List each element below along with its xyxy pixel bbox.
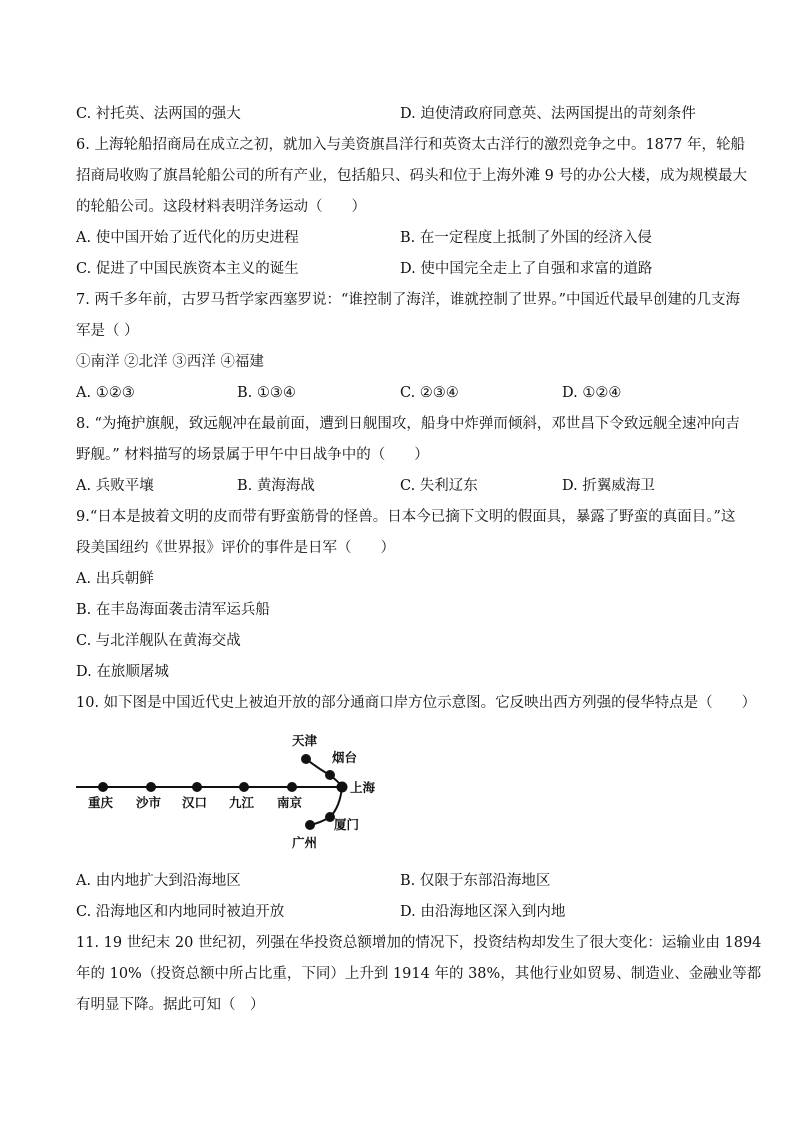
- q11-stem-line-2: 年的 10%（投资总额中所占比重，下同）上升到 1914 年的 38%，其他行业如贸易、制造业、金融业等都: [76, 966, 762, 982]
- q7-stem-line-1: 7. 两千多年前，古罗马哲学家西塞罗说：“谁控制了海洋，谁就控制了世界。”中国近代最早创建的几支海: [76, 292, 741, 308]
- port-dot-guangzhou: [305, 820, 315, 830]
- q6-option-c: C. 促进了中国民族资本主义的诞生: [76, 261, 299, 277]
- port-label-xiamen: 厦门: [334, 817, 360, 832]
- q7-option-b: B. ①③④: [237, 385, 296, 401]
- q5-option-c: C. 衬托英、法两国的强大: [76, 106, 241, 122]
- port-dot-yantai: [325, 770, 335, 780]
- port-dot-shashi: [146, 782, 156, 792]
- port-dot-nanjing: [287, 782, 297, 792]
- q9-stem-line-2: 段美国纽约《世界报》评价的事件是日军（ ）: [76, 540, 395, 556]
- q7-stem-line-2: 军是（ ）: [76, 323, 139, 339]
- port-dot-chongqing: [98, 782, 108, 792]
- port-label-yantai: 烟台: [332, 750, 358, 765]
- port-label-jiujiang: 九江: [229, 795, 255, 810]
- q10-option-a: A. 由内地扩大到沿海地区: [76, 873, 241, 889]
- q9-stem-line-1: 9.“日本是披着文明的皮而带有野蛮筋骨的怪兽。日本今已摘下文明的假面具，暴露了野蛮的真面目。”这: [76, 509, 736, 525]
- port-dot-hankou: [192, 782, 202, 792]
- q7-option-d: D. ①②④: [562, 385, 622, 401]
- q10-option-b: B. 仅限于东部沿海地区: [400, 873, 551, 889]
- q8-option-c: C. 失利辽东: [400, 478, 478, 494]
- q9-option-a: A. 出兵朝鲜: [76, 571, 154, 587]
- q5-option-d: D. 迫使清政府同意英、法两国提出的苛刻条件: [400, 106, 696, 122]
- q8-option-a: A. 兵败平壤: [76, 478, 154, 494]
- q8-option-b: B. 黄海海战: [237, 478, 315, 494]
- q10-option-c: C. 沿海地区和内地同时被迫开放: [76, 904, 285, 920]
- q11-stem-line-3: 有明显下降。据此可知（ ）: [76, 997, 265, 1013]
- q7-option-a: A. ①②③: [76, 385, 135, 401]
- port-label-nanjing: 南京: [277, 795, 303, 810]
- port-label-shashi: 沙市: [136, 795, 162, 810]
- q9-option-d: D. 在旅顺屠城: [76, 664, 169, 680]
- port-label-tianjin: 天津: [292, 733, 318, 748]
- treaty-port-map: [0, 725, 794, 865]
- q8-stem-line-2: 野舰。” 材料描写的场景属于甲午中日战争中的（ ）: [76, 447, 429, 463]
- port-dot-tianjin: [301, 754, 311, 764]
- q10-stem: 10. 如下图是中国近代史上被迫开放的部分通商口岸方位示意图。它反映出西方列强的侵华特点是（ ）: [76, 695, 757, 711]
- q6-stem-line-2: 招商局收购了旗昌轮船公司的所有产业，包括船只、码头和位于上海外滩 9 号的办公大楼，成为规模最大: [76, 168, 747, 184]
- q6-option-b: B. 在一定程度上抵制了外国的经济入侵: [400, 230, 652, 246]
- port-dot-jiujiang: [239, 782, 249, 792]
- port-label-chongqing: 重庆: [88, 795, 114, 810]
- q6-option-a: A. 使中国开始了近代化的历史进程: [76, 230, 299, 246]
- q7-option-c: C. ②③④: [400, 385, 459, 401]
- q10-option-d: D. 由沿海地区深入到内地: [400, 904, 566, 920]
- q7-items: ①南洋 ②北洋 ③西洋 ④福建: [76, 354, 264, 370]
- q8-stem-line-1: 8. “为掩护旗舰，致远舰冲在最前面，遭到日舰围攻，船身中炸弹而倾斜，邓世昌下令致远舰全速冲向吉: [76, 416, 740, 432]
- port-label-guangzhou: 广州: [292, 835, 318, 850]
- port-label-hankou: 汉口: [182, 795, 208, 810]
- q11-stem-line-1: 11. 19 世纪末 20 世纪初，列强在华投资总额增加的情况下，投资结构却发生了很大变化：运输业由 1894: [76, 935, 762, 951]
- q8-option-d: D. 折翼威海卫: [562, 478, 655, 494]
- q9-option-b: B. 在丰岛海面袭击清军运兵船: [76, 602, 270, 618]
- port-label-shanghai: 上海: [350, 780, 376, 795]
- q6-option-d: D. 使中国完全走上了自强和求富的道路: [400, 261, 653, 277]
- q6-stem-line-1: 6. 上海轮船招商局在成立之初，就加入与美资旗昌洋行和英资太古洋行的激烈竞争之中。1877 年，轮船: [76, 137, 745, 153]
- q9-option-c: C. 与北洋舰队在黄海交战: [76, 633, 241, 649]
- port-dot-shanghai: [337, 782, 348, 793]
- q6-stem-line-3: 的轮船公司。这段材料表明洋务运动（ ）: [76, 199, 366, 215]
